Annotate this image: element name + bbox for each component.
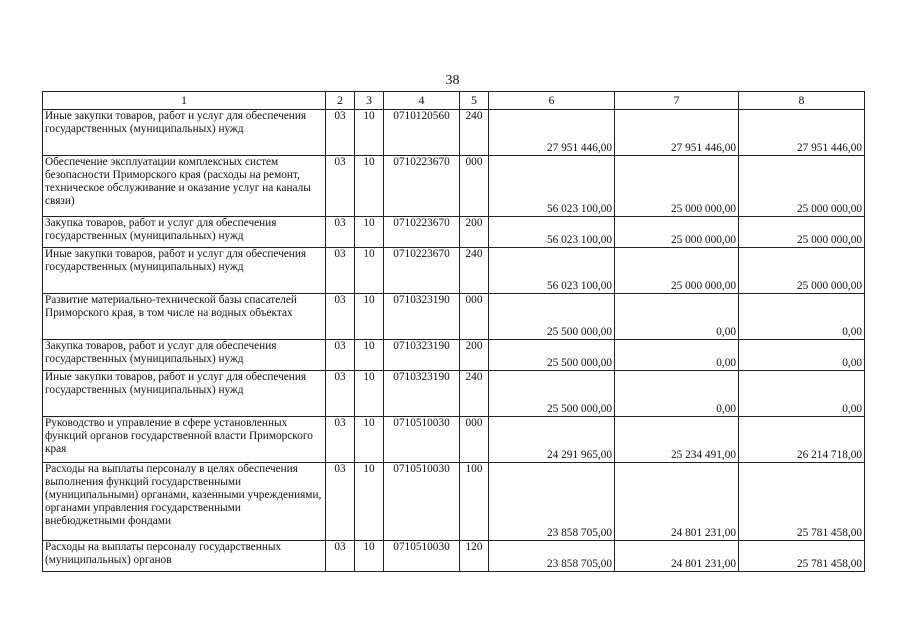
expense-type-code: 200 <box>460 217 489 248</box>
column-header: 5 <box>460 92 489 110</box>
expense-type-code: 200 <box>460 340 489 371</box>
amount-col-8: 0,00 <box>739 371 865 417</box>
section-code: 03 <box>326 294 355 340</box>
expense-type-code: 100 <box>460 463 489 541</box>
target-article-code: 0710120560 <box>384 110 460 156</box>
target-article-code: 0710510030 <box>384 541 460 572</box>
table-row <box>43 541 865 572</box>
subsection-code: 10 <box>355 217 384 248</box>
subsection-code: 10 <box>355 294 384 340</box>
table-header-row <box>43 92 865 110</box>
row-name: Расходы на выплаты персоналу в целях обеспечения выполнения функций государственными (муниципальными) органами, казенными учреждениями, органами управления государственными внебюджетными фондами <box>43 463 326 541</box>
subsection-code: 10 <box>355 463 384 541</box>
expense-type-code: 240 <box>460 371 489 417</box>
section-code: 03 <box>326 217 355 248</box>
amount-col-7: 25 000 000,00 <box>615 156 739 217</box>
target-article-code: 0710223670 <box>384 156 460 217</box>
amount-col-8: 25 000 000,00 <box>739 217 865 248</box>
subsection-code: 10 <box>355 417 384 463</box>
table-row <box>43 463 865 541</box>
amount-col-7: 0,00 <box>615 371 739 417</box>
amount-col-7: 0,00 <box>615 340 739 371</box>
table-row <box>43 294 865 340</box>
table-row <box>43 417 865 463</box>
amount-col-8: 27 951 446,00 <box>739 110 865 156</box>
table-row <box>43 217 865 248</box>
subsection-code: 10 <box>355 110 384 156</box>
section-code: 03 <box>326 156 355 217</box>
column-header: 7 <box>615 92 739 110</box>
subsection-code: 10 <box>355 156 384 217</box>
amount-col-7: 25 234 491,00 <box>615 417 739 463</box>
target-article-code: 0710223670 <box>384 248 460 294</box>
row-name: Руководство и управление в сфере установленных функций органов государственной власти Приморского края <box>43 417 326 463</box>
column-header: 3 <box>355 92 384 110</box>
expense-type-code: 000 <box>460 294 489 340</box>
amount-col-7: 25 000 000,00 <box>615 217 739 248</box>
amount-col-8: 25 000 000,00 <box>739 248 865 294</box>
subsection-code: 10 <box>355 248 384 294</box>
row-name: Обеспечение эксплуатации комплексных систем безопасности Приморского края (расходы на ремонт, техническое обслуживание и оказание услуг на каналы связи) <box>43 156 326 217</box>
expense-type-code: 120 <box>460 541 489 572</box>
row-name: Развитие материально-технической базы спасателей Приморского края, в том числе на водных объектах <box>43 294 326 340</box>
amount-col-6: 56 023 100,00 <box>489 248 615 294</box>
section-code: 03 <box>326 541 355 572</box>
subsection-code: 10 <box>355 541 384 572</box>
amount-col-6: 25 500 000,00 <box>489 371 615 417</box>
amount-col-7: 25 000 000,00 <box>615 248 739 294</box>
column-header: 6 <box>489 92 615 110</box>
amount-col-6: 24 291 965,00 <box>489 417 615 463</box>
target-article-code: 0710223670 <box>384 217 460 248</box>
target-article-code: 0710510030 <box>384 417 460 463</box>
section-code: 03 <box>326 340 355 371</box>
target-article-code: 0710323190 <box>384 371 460 417</box>
table-row <box>43 110 865 156</box>
amount-col-6: 56 023 100,00 <box>489 156 615 217</box>
page-number: 38 <box>445 73 460 88</box>
amount-col-6: 25 500 000,00 <box>489 340 615 371</box>
row-name: Иные закупки товаров, работ и услуг для обеспечения государственных (муниципальных) нужд <box>43 110 326 156</box>
budget-table <box>42 91 865 572</box>
amount-col-6: 56 023 100,00 <box>489 217 615 248</box>
amount-col-8: 0,00 <box>739 340 865 371</box>
section-code: 03 <box>326 248 355 294</box>
amount-col-6: 25 500 000,00 <box>489 294 615 340</box>
row-name: Иные закупки товаров, работ и услуг для обеспечения государственных (муниципальных) нужд <box>43 248 326 294</box>
amount-col-8: 0,00 <box>739 294 865 340</box>
amount-col-8: 26 214 718,00 <box>739 417 865 463</box>
expense-type-code: 000 <box>460 417 489 463</box>
expense-type-code: 240 <box>460 110 489 156</box>
amount-col-7: 27 951 446,00 <box>615 110 739 156</box>
section-code: 03 <box>326 417 355 463</box>
target-article-code: 0710510030 <box>384 463 460 541</box>
amount-col-6: 23 858 705,00 <box>489 463 615 541</box>
row-name: Закупка товаров, работ и услуг для обеспечения государственных (муниципальных) нужд <box>43 217 326 248</box>
row-name: Расходы на выплаты персоналу государственных (муниципальных) органов <box>43 541 326 572</box>
amount-col-8: 25 781 458,00 <box>739 541 865 572</box>
expense-type-code: 240 <box>460 248 489 294</box>
section-code: 03 <box>326 371 355 417</box>
section-code: 03 <box>326 463 355 541</box>
subsection-code: 10 <box>355 371 384 417</box>
amount-col-7: 0,00 <box>615 294 739 340</box>
amount-col-7: 24 801 231,00 <box>615 463 739 541</box>
column-header: 2 <box>326 92 355 110</box>
column-header: 8 <box>739 92 865 110</box>
table-row <box>43 340 865 371</box>
column-header: 4 <box>384 92 460 110</box>
target-article-code: 0710323190 <box>384 340 460 371</box>
amount-col-8: 25 000 000,00 <box>739 156 865 217</box>
subsection-code: 10 <box>355 340 384 371</box>
amount-col-6: 23 858 705,00 <box>489 541 615 572</box>
table-row <box>43 248 865 294</box>
amount-col-7: 24 801 231,00 <box>615 541 739 572</box>
table-row <box>43 156 865 217</box>
table-row <box>43 371 865 417</box>
amount-col-8: 25 781 458,00 <box>739 463 865 541</box>
row-name: Закупка товаров, работ и услуг для обеспечения государственных (муниципальных) нужд <box>43 340 326 371</box>
target-article-code: 0710323190 <box>384 294 460 340</box>
row-name: Иные закупки товаров, работ и услуг для обеспечения государственных (муниципальных) нужд <box>43 371 326 417</box>
column-header: 1 <box>43 92 326 110</box>
amount-col-6: 27 951 446,00 <box>489 110 615 156</box>
expense-type-code: 000 <box>460 156 489 217</box>
section-code: 03 <box>326 110 355 156</box>
